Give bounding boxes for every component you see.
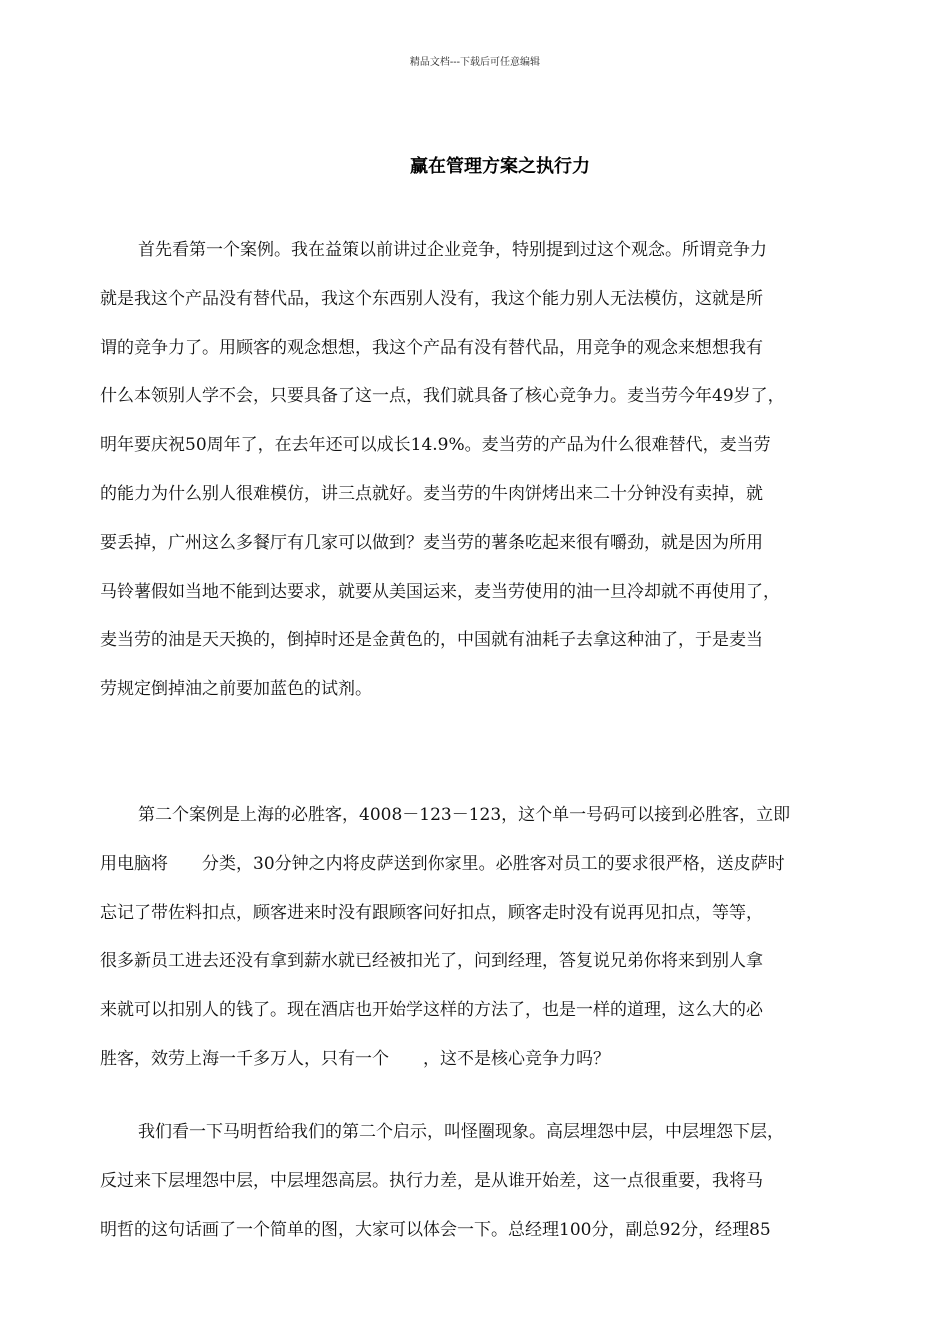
paragraph-line: 劳规定倒掉油之前要加蓝色的试剂。 (100, 679, 372, 700)
paragraph-3 (100, 1108, 865, 1254)
paragraph-line: 马铃薯假如当地不能到达要求，就要从美国运来，麦当劳使用的油一旦冷却就不再使用了， (100, 581, 780, 602)
paragraph-line: 来就可以扣别人的钱了。现在酒店也开始学这样的方法了，也是一样的道理，这么大的必 (100, 1000, 763, 1021)
paragraph-line: 明哲的这句话画了一个简单的图，大家可以体会一下。总经理100分，副总92分，经理85 (100, 1219, 771, 1240)
paragraph-line: 很多新员工进去还没有拿到薪水就已经被扣光了，问到经理，答复说兄弟你将来到别人拿 (100, 951, 763, 972)
paragraph-2 (100, 791, 865, 1084)
paragraph-1 (100, 226, 865, 714)
paragraph-line: 首先看第一个案例。我在益策以前讲过企业竞争，特别提到过这个观念。所谓竞争力 (138, 240, 767, 260)
paragraph-line: 麦当劳的油是天天换的，倒掉时还是金黄色的，中国就有油耗子去拿这种油了，于是麦当 (100, 630, 763, 651)
paragraph-line: 用电脑将 分类，30分钟之内将皮萨送到你家里。必胜客对员工的要求很严格，送皮萨时 (100, 853, 785, 874)
paragraph-line: 我们看一下马明哲给我们的第二个启示，叫怪圈现象。高层埋怨中层，中层埋怨下层， (138, 1122, 784, 1142)
paragraph-line: 第二个案例是上海的必胜客，4008－123－123，这个单一号码可以接到必胜客，立即 (138, 805, 791, 825)
paragraph-line: 反过来下层埋怨中层，中层埋怨高层。执行力差，是从谁开始差，这一点很重要，我将马 (100, 1170, 763, 1191)
paragraph-line: 谓的竞争力了。用顾客的观念想想，我这个产品有没有替代品，用竞争的观念来想想我有 (100, 337, 763, 358)
paragraph-line: 就是我这个产品没有替代品，我这个东西别人没有，我这个能力别人无法模仿，这就是所 (100, 288, 763, 309)
paragraph-line: 什么本领别人学不会，只要具备了这一点，我们就具备了核心竞争力。麦当劳今年49岁了， (100, 386, 785, 407)
paragraph-line: 要丢掉，广州这么多餐厅有几家可以做到？麦当劳的薯条吃起来很有嚼劲，就是因为所用 (100, 532, 763, 553)
paragraph-line: 明年要庆祝50周年了，在去年还可以成长14.9%。麦当劳的产品为什么很难替代，麦当劳 (100, 435, 771, 456)
paragraph-line: 胜客，效劳上海一千多万人，只有一个 ，这不是核心竞争力吗？ (100, 1048, 610, 1069)
document-title: 赢在管理方案之执行力 (410, 156, 590, 177)
page-header: 精品文档---下载后可任意编辑 (409, 57, 541, 68)
paragraph-line: 忘记了带佐料扣点，顾客进来时没有跟顾客问好扣点，顾客走时没有说再见扣点，等等， (100, 902, 763, 923)
paragraph-line: 的能力为什么别人很难模仿，讲三点就好。麦当劳的牛肉饼烤出来二十分钟没有卖掉，就 (100, 483, 763, 504)
